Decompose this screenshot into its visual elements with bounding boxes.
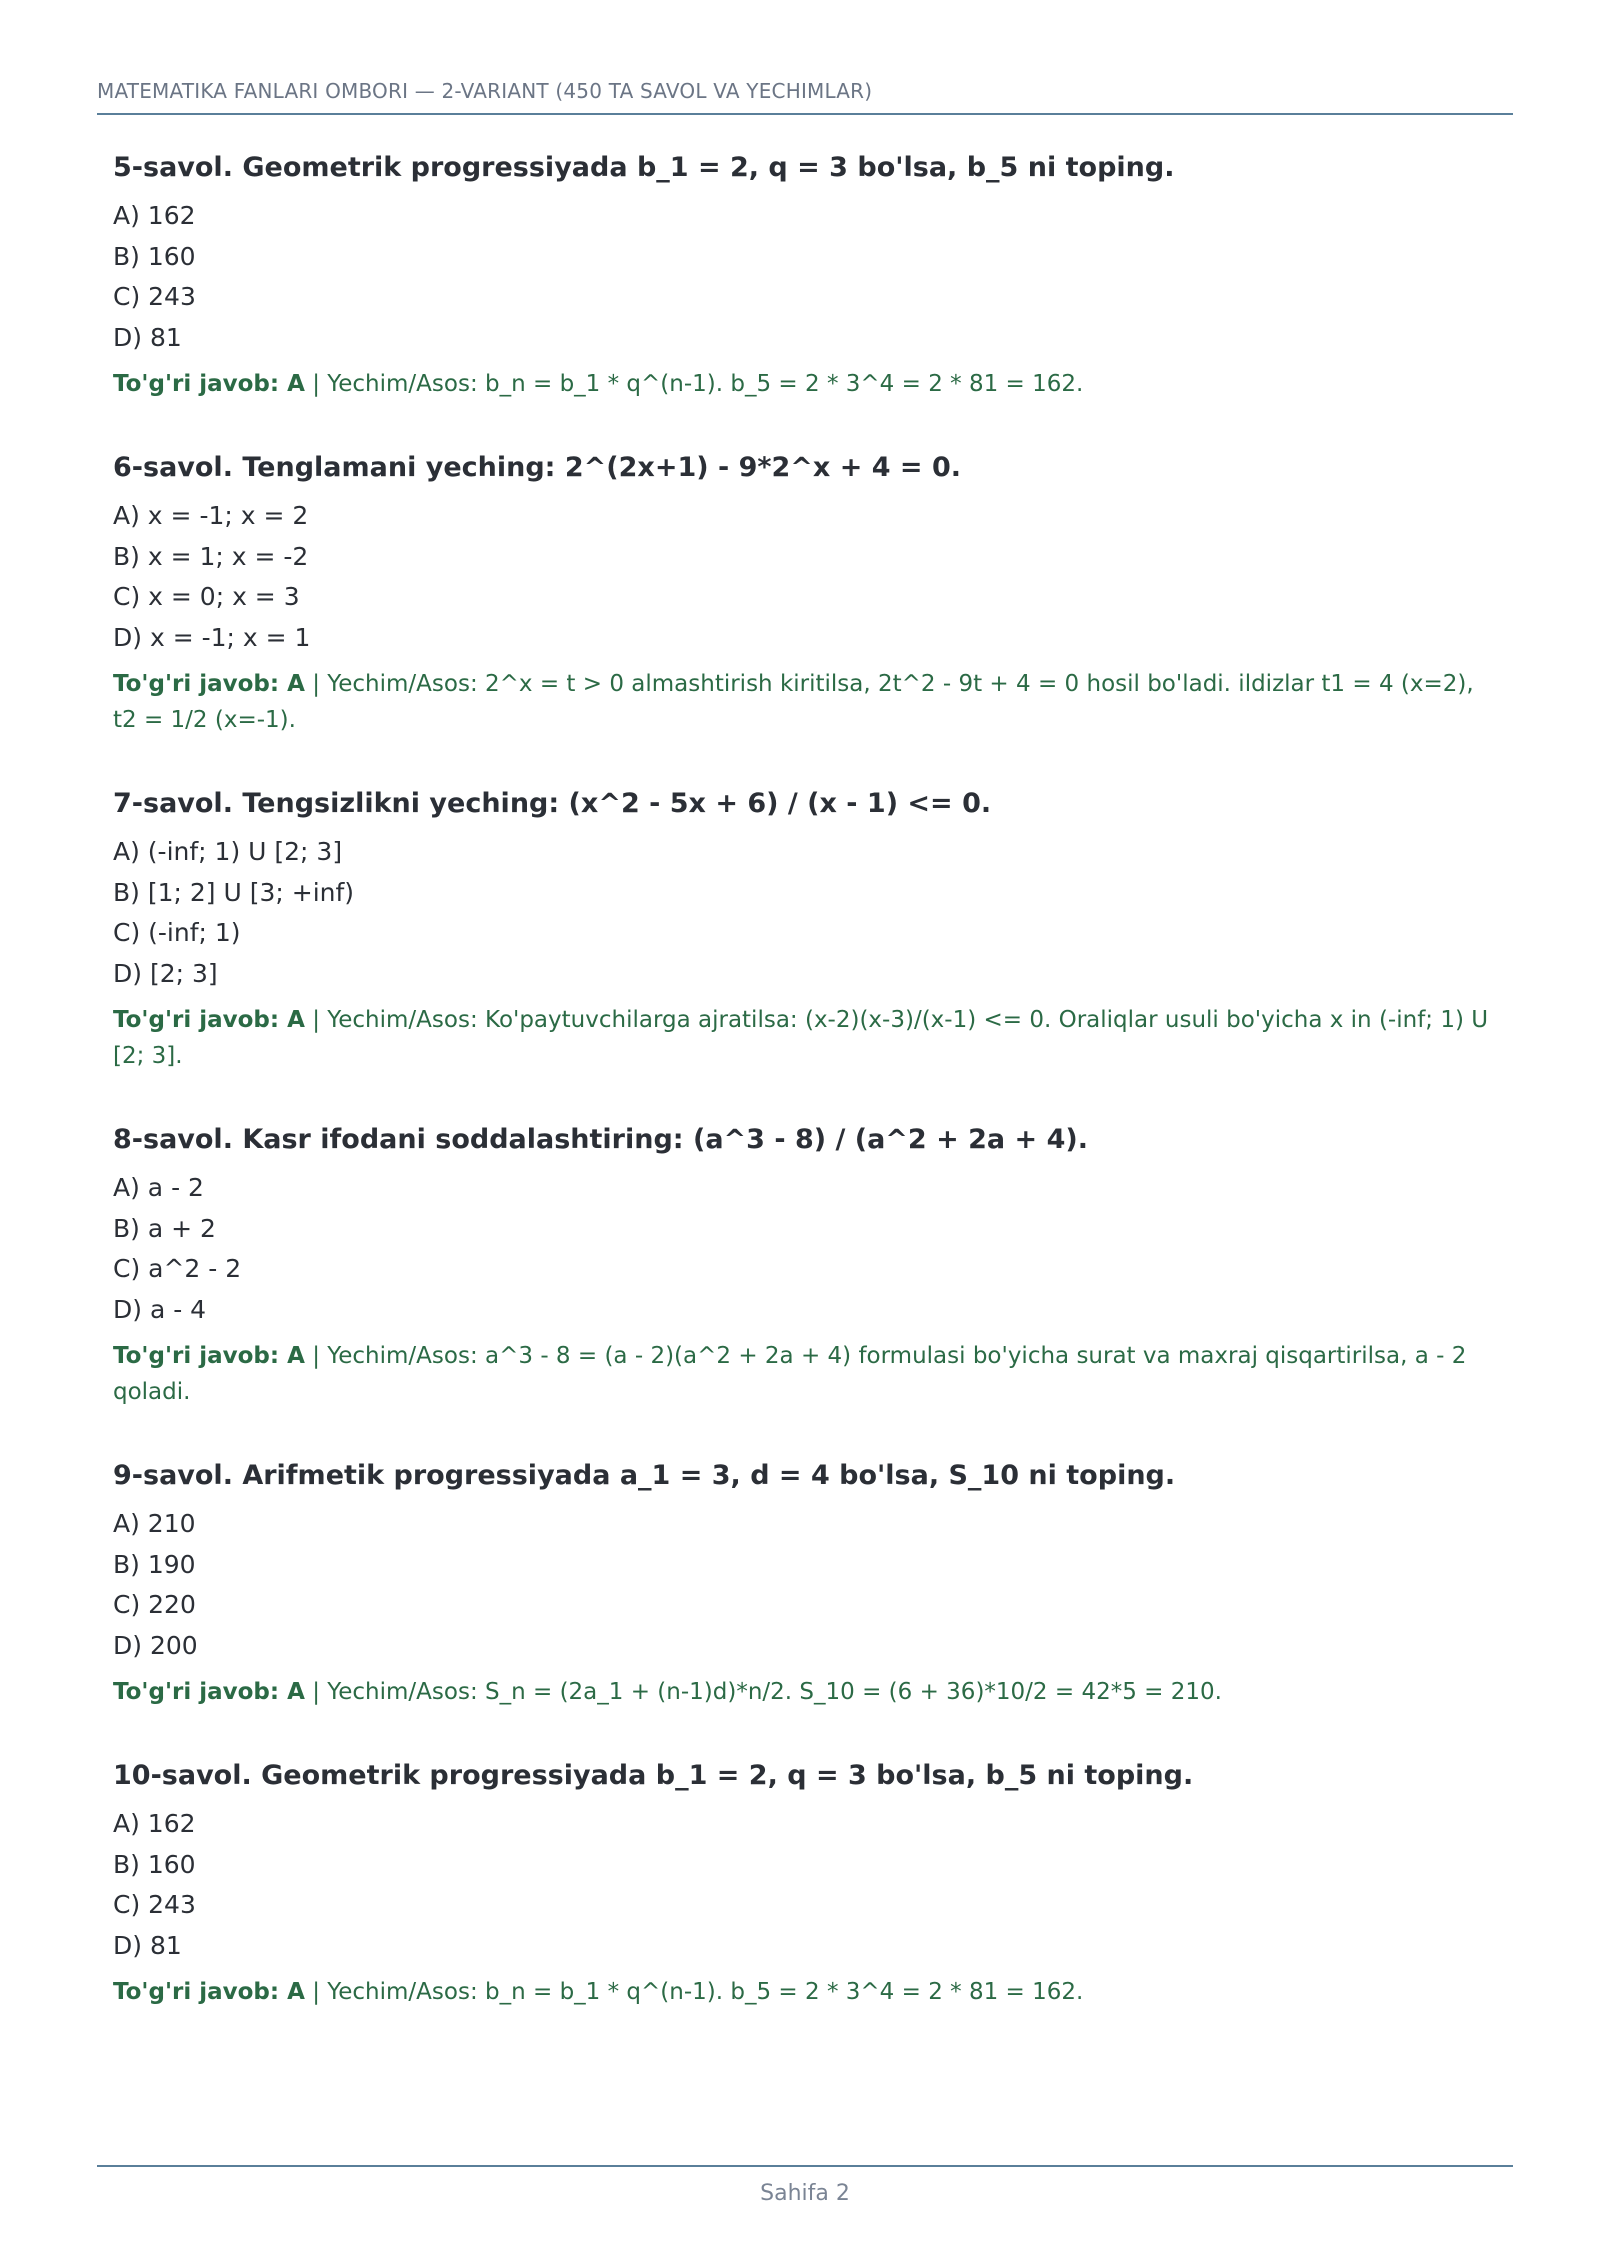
answer-option: B) [1; 2] U [3; +inf) (113, 877, 355, 907)
answer-option: B) 160 (113, 241, 196, 271)
correct-answer (113, 1338, 1503, 1410)
header-divider (97, 113, 1513, 115)
correct-answer-label: To'g'ri javob: A (113, 1679, 305, 1705)
question-block (113, 1120, 1503, 1410)
answer-option: D) 81 (113, 322, 182, 352)
answer-option: B) 160 (113, 1849, 196, 1879)
correct-answer-label: To'g'ri javob: A (113, 1343, 305, 1369)
correct-answer (113, 366, 1503, 402)
page-number: Sahifa 2 (760, 2181, 850, 2206)
answer-option: C) 243 (113, 282, 196, 311)
question-title: 7-savol. Tengsizlikni yeching: (x^2 - 5x + 6) / (x - 1) <= 0. (113, 788, 992, 819)
solution-text: | Yechim/Asos: 2^x = t > 0 almashtirish kiritilsa, 2t^2 - 9t + 4 = 0 hosil bo'ladi. ildizlar t1 = 4 (x=2), t2 = 1/2 (x=-1). (113, 671, 1474, 733)
answer-option: C) x = 0; x = 3 (113, 582, 300, 611)
answer-option: C) a^2 - 2 (113, 1254, 242, 1283)
answer-option: C) 243 (113, 1890, 196, 1919)
answer-option: D) x = -1; x = 1 (113, 622, 311, 652)
question-block (113, 1456, 1503, 1710)
question-title: 6-savol. Tenglamani yeching: 2^(2x+1) - 9*2^x + 4 = 0. (113, 452, 961, 483)
correct-answer-label: To'g'ri javob: A (113, 371, 305, 397)
correct-answer (113, 1974, 1503, 2010)
answer-option: D) [2; 3] (113, 958, 218, 988)
correct-answer-label: To'g'ri javob: A (113, 1979, 305, 2005)
solution-text: | Yechim/Asos: b_n = b_1 * q^(n-1). b_5 = 2 * 3^4 = 2 * 81 = 162. (304, 1979, 1084, 2005)
answer-option: A) (-inf; 1) U [2; 3] (113, 837, 343, 866)
answer-option: B) x = 1; x = -2 (113, 541, 309, 571)
solution-text: | Yechim/Asos: S_n = (2a_1 + (n-1)d)*n/2. S_10 = (6 + 36)*10/2 = 42*5 = 210. (304, 1679, 1222, 1705)
answer-option: A) 162 (113, 201, 196, 230)
question-block (113, 784, 1503, 1074)
answer-option: D) 81 (113, 1930, 182, 1960)
questions-list (113, 148, 1503, 2056)
question-block (113, 1756, 1503, 2010)
correct-answer (113, 666, 1503, 738)
correct-answer (113, 1002, 1503, 1074)
page-footer (97, 2165, 1513, 2206)
page-header (97, 77, 1513, 115)
solution-text: | Yechim/Asos: b_n = b_1 * q^(n-1). b_5 = 2 * 3^4 = 2 * 81 = 162. (304, 371, 1084, 397)
answer-option: A) 162 (113, 1809, 196, 1838)
question-block (113, 148, 1503, 402)
answer-option: B) 190 (113, 1549, 196, 1579)
answer-option: D) 200 (113, 1630, 198, 1660)
answer-option: D) a - 4 (113, 1294, 207, 1324)
correct-answer (113, 1674, 1503, 1710)
correct-answer-label: To'g'ri javob: A (113, 671, 305, 697)
question-title: 9-savol. Arifmetik progressiyada a_1 = 3, d = 4 bo'lsa, S_10 ni toping. (113, 1460, 1176, 1491)
answer-option: B) a + 2 (113, 1213, 216, 1243)
solution-text: | Yechim/Asos: Ko'paytuvchilarga ajratilsa: (x-2)(x-3)/(x-1) <= 0. Oraliqlar usuli bo'yicha x in (-inf; 1) U [2; 3]. (113, 1007, 1489, 1069)
solution-text: | Yechim/Asos: a^3 - 8 = (a - 2)(a^2 + 2a + 4) formulasi bo'yicha surat va maxraj qisqartirilsa, a - 2 qoladi. (113, 1343, 1467, 1405)
answer-option: A) x = -1; x = 2 (113, 501, 309, 530)
document-title: MATEMATIKA FANLARI OMBORI — 2-VARIANT (450 TA SAVOL VA YECHIMLAR) (97, 79, 873, 103)
answer-option: A) a - 2 (113, 1173, 204, 1202)
correct-answer-label: To'g'ri javob: A (113, 1007, 305, 1033)
answer-option: C) (-inf; 1) (113, 918, 241, 947)
answer-option: C) 220 (113, 1590, 196, 1619)
footer-divider (97, 2165, 1513, 2167)
question-title: 8-savol. Kasr ifodani soddalashtiring: (a^3 - 8) / (a^2 + 2a + 4). (113, 1124, 1088, 1155)
question-title: 5-savol. Geometrik progressiyada b_1 = 2, q = 3 bo'lsa, b_5 ni toping. (113, 152, 1175, 183)
question-block (113, 448, 1503, 738)
question-title: 10-savol. Geometrik progressiyada b_1 = 2, q = 3 bo'lsa, b_5 ni toping. (113, 1760, 1194, 1791)
answer-option: A) 210 (113, 1509, 196, 1538)
